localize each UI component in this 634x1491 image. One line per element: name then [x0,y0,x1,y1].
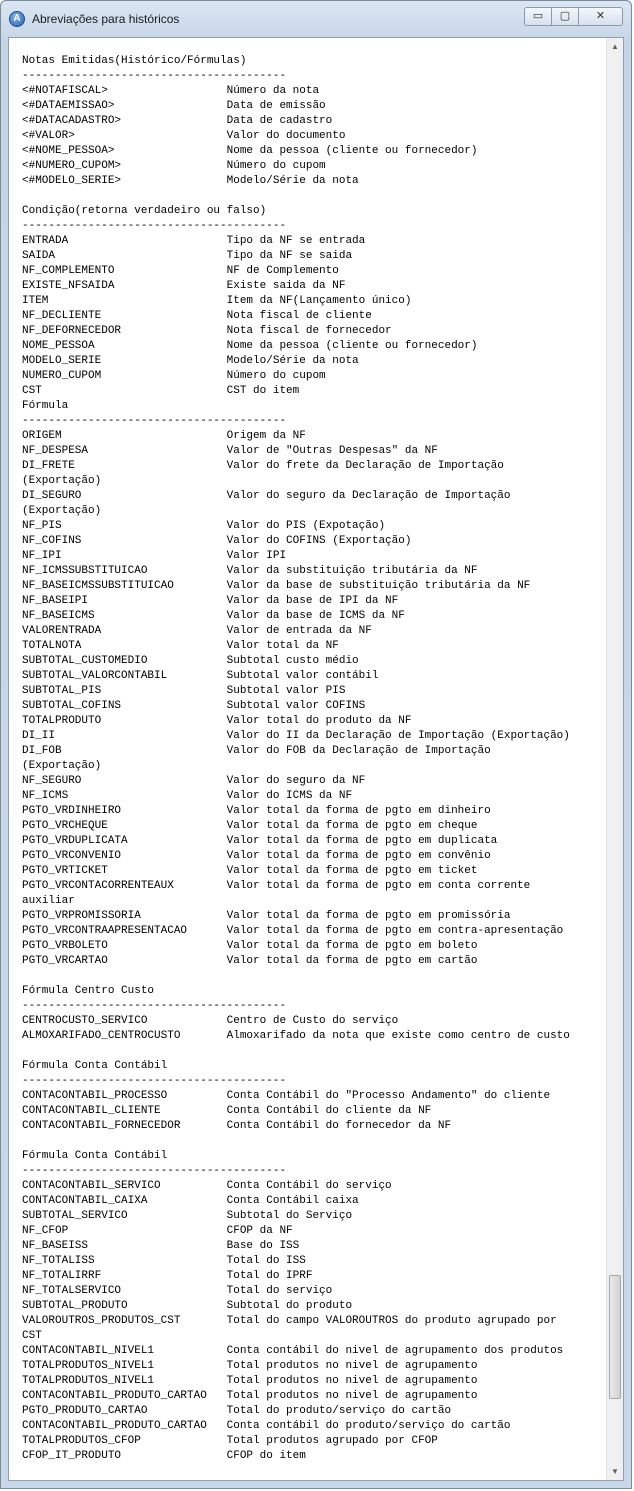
close-button[interactable]: ✕ [579,7,623,26]
text-line: SUBTOTAL_CUSTOMEDIO Subtotal custo médio [22,655,359,667]
text-line: ORIGEM Origem da NF [22,430,306,442]
text-line: NF_PIS Valor do PIS (Expotação) [22,520,386,532]
text-line: DI_SEGURO Valor do seguro da Declaração de Importação [22,490,511,502]
text-line: CONTACONTABIL_PRODUTO_CARTAO Conta contábil do produto/serviço do cartão [22,1420,511,1432]
text-line: CONTACONTABIL_NIVEL1 Conta contábil do nivel de agrupamento dos produtos [22,1345,564,1357]
text-line: NF_ICMSSUBSTITUICAO Valor da substituição tributária da NF [22,565,478,577]
text-line: ALMOXARIFADO_CENTROCUSTO Almoxarifado da nota que existe como centro de custo [22,1030,570,1042]
text-line: PGTO_VRCONVENIO Valor total da forma de pgto em convênio [22,850,491,862]
text-line: NF_BASEICMS Valor da base de ICMS da NF [22,610,405,622]
text-line [22,189,607,204]
text-line: PGTO_VRTICKET Valor total da forma de pgto em ticket [22,865,478,877]
app-icon: A [9,11,25,27]
text-line: DI_II Valor do II da Declaração de Importação (Exportação) [22,730,570,742]
text-line: SUBTOTAL_PRODUTO Subtotal do produto [22,1300,353,1312]
text-line: Notas Emitidas(Histórico/Fórmulas) [22,55,247,67]
text-line: SUBTOTAL_COFINS Subtotal valor COFINS [22,700,366,712]
text-line: <#NOTAFISCAL> Número da nota [22,85,320,97]
text-line: PGTO_VRCHEQUE Valor total da forma de pgto em cheque [22,820,478,832]
text-line: ITEM Item da NF(Lançamento único) [22,295,412,307]
text-line: NF_TOTALIRRF Total do IPRF [22,1270,313,1282]
text-line: EXISTE_NFSAIDA Existe saida da NF [22,280,346,292]
text-line: NUMERO_CUPOM Número do cupom [22,370,326,382]
text-line: TOTALNOTA Valor total da NF [22,640,339,652]
text-line: Fórmula [22,400,69,412]
text-line: ---------------------------------------- [22,415,287,427]
text-line: DI_FRETE Valor do frete da Declaração de Importação [22,460,504,472]
title-bar[interactable] [1,1,631,37]
text-line: NOME_PESSOA Nome da pessoa (cliente ou fornecedor) [22,340,478,352]
text-line: ---------------------------------------- [22,70,287,82]
text-line: ---------------------------------------- [22,1165,287,1177]
text-line: CONTACONTABIL_CLIENTE Conta Contábil do cliente da NF [22,1105,432,1117]
text-line: PGTO_PRODUTO_CARTAO Total do produto/serviço do cartão [22,1405,452,1417]
text-line: <#DATAEMISSAO> Data de emissão [22,100,326,112]
text-line: VALOROUTROS_PRODUTOS_CST Total do campo VALOROUTROS do produto agrupado por [22,1315,557,1327]
text-line: NF_BASEIPI Valor da base de IPI da NF [22,595,399,607]
text-line: ---------------------------------------- [22,1000,287,1012]
text-line: NF_BASEICMSSUBSTITUICAO Valor da base de substituição tributária da NF [22,580,531,592]
text-line: CONTACONTABIL_CAIXA Conta Contábil caixa [22,1195,359,1207]
text-line: (Exportação) [22,505,102,517]
text-line: PGTO_VRDINHEIRO Valor total da forma de pgto em dinheiro [22,805,491,817]
text-line: ---------------------------------------- [22,1075,287,1087]
text-line: PGTO_VRDUPLICATA Valor total da forma de pgto em duplicata [22,835,498,847]
text-line: TOTALPRODUTOS_CFOP Total produtos agrupado por CFOP [22,1435,438,1447]
text-line: MODELO_SERIE Modelo/Série da nota [22,355,359,367]
text-line: NF_DECLIENTE Nota fiscal de cliente [22,310,372,322]
scroll-up-icon[interactable]: ▲ [611,42,619,51]
text-line: TOTALPRODUTOS_NIVEL1 Total produtos no nivel de agrupamento [22,1360,478,1372]
text-line: <#VALOR> Valor do documento [22,130,346,142]
text-line: ---------------------------------------- [22,220,287,232]
text-line: NF_CFOP CFOP da NF [22,1225,293,1237]
text-line: CENTROCUSTO_SERVICO Centro de Custo do serviço [22,1015,399,1027]
text-line: ENTRADA Tipo da NF se entrada [22,235,366,247]
window-title: Abreviações para históricos [32,12,180,26]
abbreviations-text-box[interactable] [8,37,624,1481]
text-line: PGTO_VRCONTRAAPRESENTACAO Valor total da forma de pgto em contra-apresentação [22,925,564,937]
text-line [22,969,607,984]
minimize-button[interactable]: ▭ [524,7,552,26]
text-line: Condição(retorna verdadeiro ou falso) [22,205,267,217]
text-line: PGTO_VRBOLETO Valor total da forma de pgto em boleto [22,940,478,952]
text-line: NF_TOTALSERVICO Total do serviço [22,1285,333,1297]
text-line: NF_DESPESA Valor de "Outras Despesas" da NF [22,445,438,457]
text-line: Fórmula Conta Contábil [22,1060,168,1072]
text-line: <#MODELO_SERIE> Modelo/Série da nota [22,175,359,187]
text-line: NF_COMPLEMENTO NF de Complemento [22,265,339,277]
scroll-thumb[interactable] [609,1275,621,1399]
text-line: CONTACONTABIL_PROCESSO Conta Contábil do "Processo Andamento" do cliente [22,1090,551,1102]
text-content[interactable] [9,38,607,1480]
text-line: Fórmula Centro Custo [22,985,155,997]
text-line: CST CST do item [22,385,300,397]
text-line: CONTACONTABIL_FORNECEDOR Conta Contábil do fornecedor da NF [22,1120,452,1132]
vertical-scrollbar[interactable] [606,38,623,1480]
text-line: NF_TOTALISS Total do ISS [22,1255,306,1267]
text-line: NF_SEGURO Valor do seguro da NF [22,775,366,787]
scroll-down-icon[interactable]: ▼ [611,1467,619,1476]
text-line: (Exportação) [22,760,102,772]
text-line: NF_DEFORNECEDOR Nota fiscal de fornecedor [22,325,392,337]
text-line: PGTO_VRPROMISSORIA Valor total da forma de pgto em promissória [22,910,511,922]
text-line: NF_COFINS Valor do COFINS (Exportação) [22,535,412,547]
text-line: VALORENTRADA Valor de entrada da NF [22,625,372,637]
text-line: <#NOME_PESSOA> Nome da pessoa (cliente ou fornecedor) [22,145,478,157]
text-line [22,1134,607,1149]
text-line: SUBTOTAL_PIS Subtotal valor PIS [22,685,346,697]
text-line: CONTACONTABIL_SERVICO Conta Contábil do serviço [22,1180,392,1192]
text-line: DI_FOB Valor do FOB da Declaração de Importação [22,745,491,757]
text-line: CST [22,1330,42,1342]
text-line: (Exportação) [22,475,102,487]
text-line: SUBTOTAL_VALORCONTABIL Subtotal valor contábil [22,670,379,682]
text-line: NF_BASEISS Base do ISS [22,1240,300,1252]
text-line [22,1044,607,1059]
text-line: TOTALPRODUTOS_NIVEL1 Total produtos no nivel de agrupamento [22,1375,478,1387]
text-line: TOTALPRODUTO Valor total do produto da NF [22,715,412,727]
text-lines [9,38,607,1464]
text-line: PGTO_VRCARTAO Valor total da forma de pgto em cartão [22,955,478,967]
maximize-button[interactable]: ▢ [552,7,579,26]
text-line: SAIDA Tipo da NF se saida [22,250,353,262]
text-line: <#NUMERO_CUPOM> Número do cupom [22,160,326,172]
text-line: PGTO_VRCONTACORRENTEAUX Valor total da forma de pgto em conta corrente [22,880,531,892]
text-line: CFOP_IT_PRODUTO CFOP do item [22,1450,306,1462]
text-line: NF_ICMS Valor do ICMS da NF [22,790,353,802]
text-line: NF_IPI Valor IPI [22,550,287,562]
text-line: Fórmula Conta Contábil [22,1150,168,1162]
text-line: auxiliar [22,895,75,907]
text-line: CONTACONTABIL_PRODUTO_CARTAO Total produtos no nivel de agrupamento [22,1390,478,1402]
text-line: SUBTOTAL_SERVICO Subtotal do Serviço [22,1210,353,1222]
text-line: <#DATACADASTRO> Data de cadastro [22,115,333,127]
